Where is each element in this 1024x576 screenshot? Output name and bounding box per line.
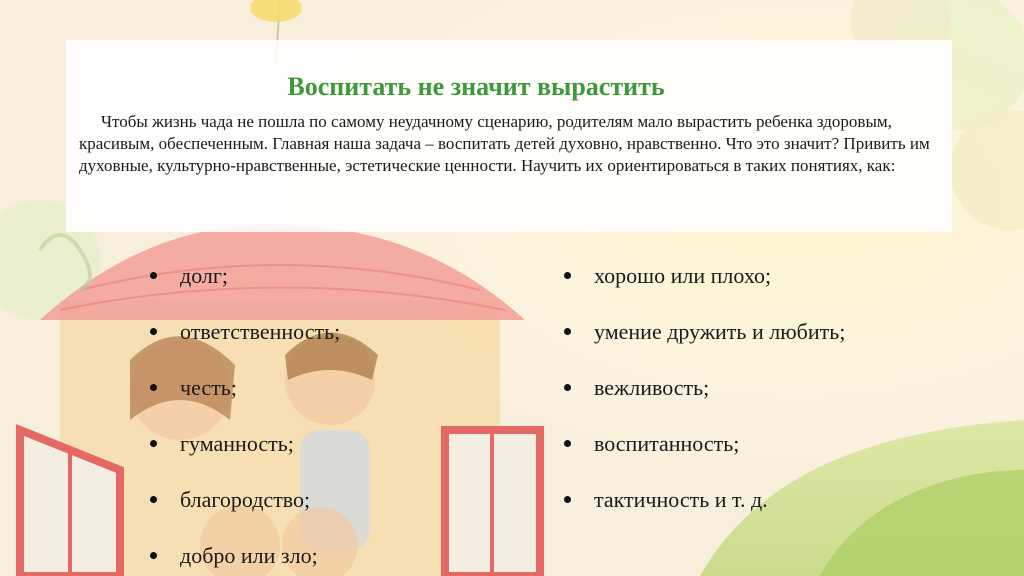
bullet-icon	[150, 272, 157, 279]
list-item-text: умение дружить и любить;	[594, 319, 846, 344]
list-item-text: честь;	[180, 375, 237, 400]
list-item	[560, 426, 845, 482]
list-item-text: ответственность;	[180, 319, 341, 344]
bullet-icon	[150, 440, 157, 447]
list-item-text: гуманность;	[180, 431, 294, 456]
bullet-icon	[564, 384, 571, 391]
list-item-text: благородство;	[180, 487, 311, 512]
list-item	[146, 258, 340, 314]
list-item-text: хорошо или плохо;	[594, 263, 772, 288]
list-item	[146, 426, 340, 482]
bullet-icon	[564, 328, 571, 335]
list-item-text: воспитанность;	[594, 431, 740, 456]
bullet-icon	[150, 552, 157, 559]
bullet-icon	[564, 496, 571, 503]
list-item-text: долг;	[180, 263, 229, 288]
bullet-icon	[564, 440, 571, 447]
list-item-text: добро или зло;	[180, 543, 318, 568]
list-item	[560, 258, 845, 314]
concepts-list-left	[146, 258, 340, 576]
bullet-icon	[564, 272, 571, 279]
list-item	[146, 370, 340, 426]
list-item-text: тактичность и т. д.	[594, 487, 768, 512]
concepts-list-right	[560, 258, 845, 538]
intro-paragraph: Чтобы жизнь чада не пошла по самому неудачному сценарию, родителям мало вырастить ребенка здоровым, красивым, обеспеченным. Главная наша задача – воспитать детей духовно, нравственно. Что это значит? Привить им духовные, культурно-нравственные, эстетические ценности. Научить их ориентироваться в таких понятиях, как:	[79, 112, 930, 175]
list-item	[560, 482, 845, 538]
bullet-icon	[150, 496, 157, 503]
slide-title: Воспитать не значит вырастить	[287, 72, 665, 101]
list-item	[146, 538, 340, 576]
bullet-icon	[150, 328, 157, 335]
bullet-icon	[150, 384, 157, 391]
list-item	[560, 370, 845, 426]
list-item	[146, 314, 340, 370]
list-item-text: вежливость;	[594, 375, 710, 400]
list-item	[146, 482, 340, 538]
list-item	[560, 314, 845, 370]
